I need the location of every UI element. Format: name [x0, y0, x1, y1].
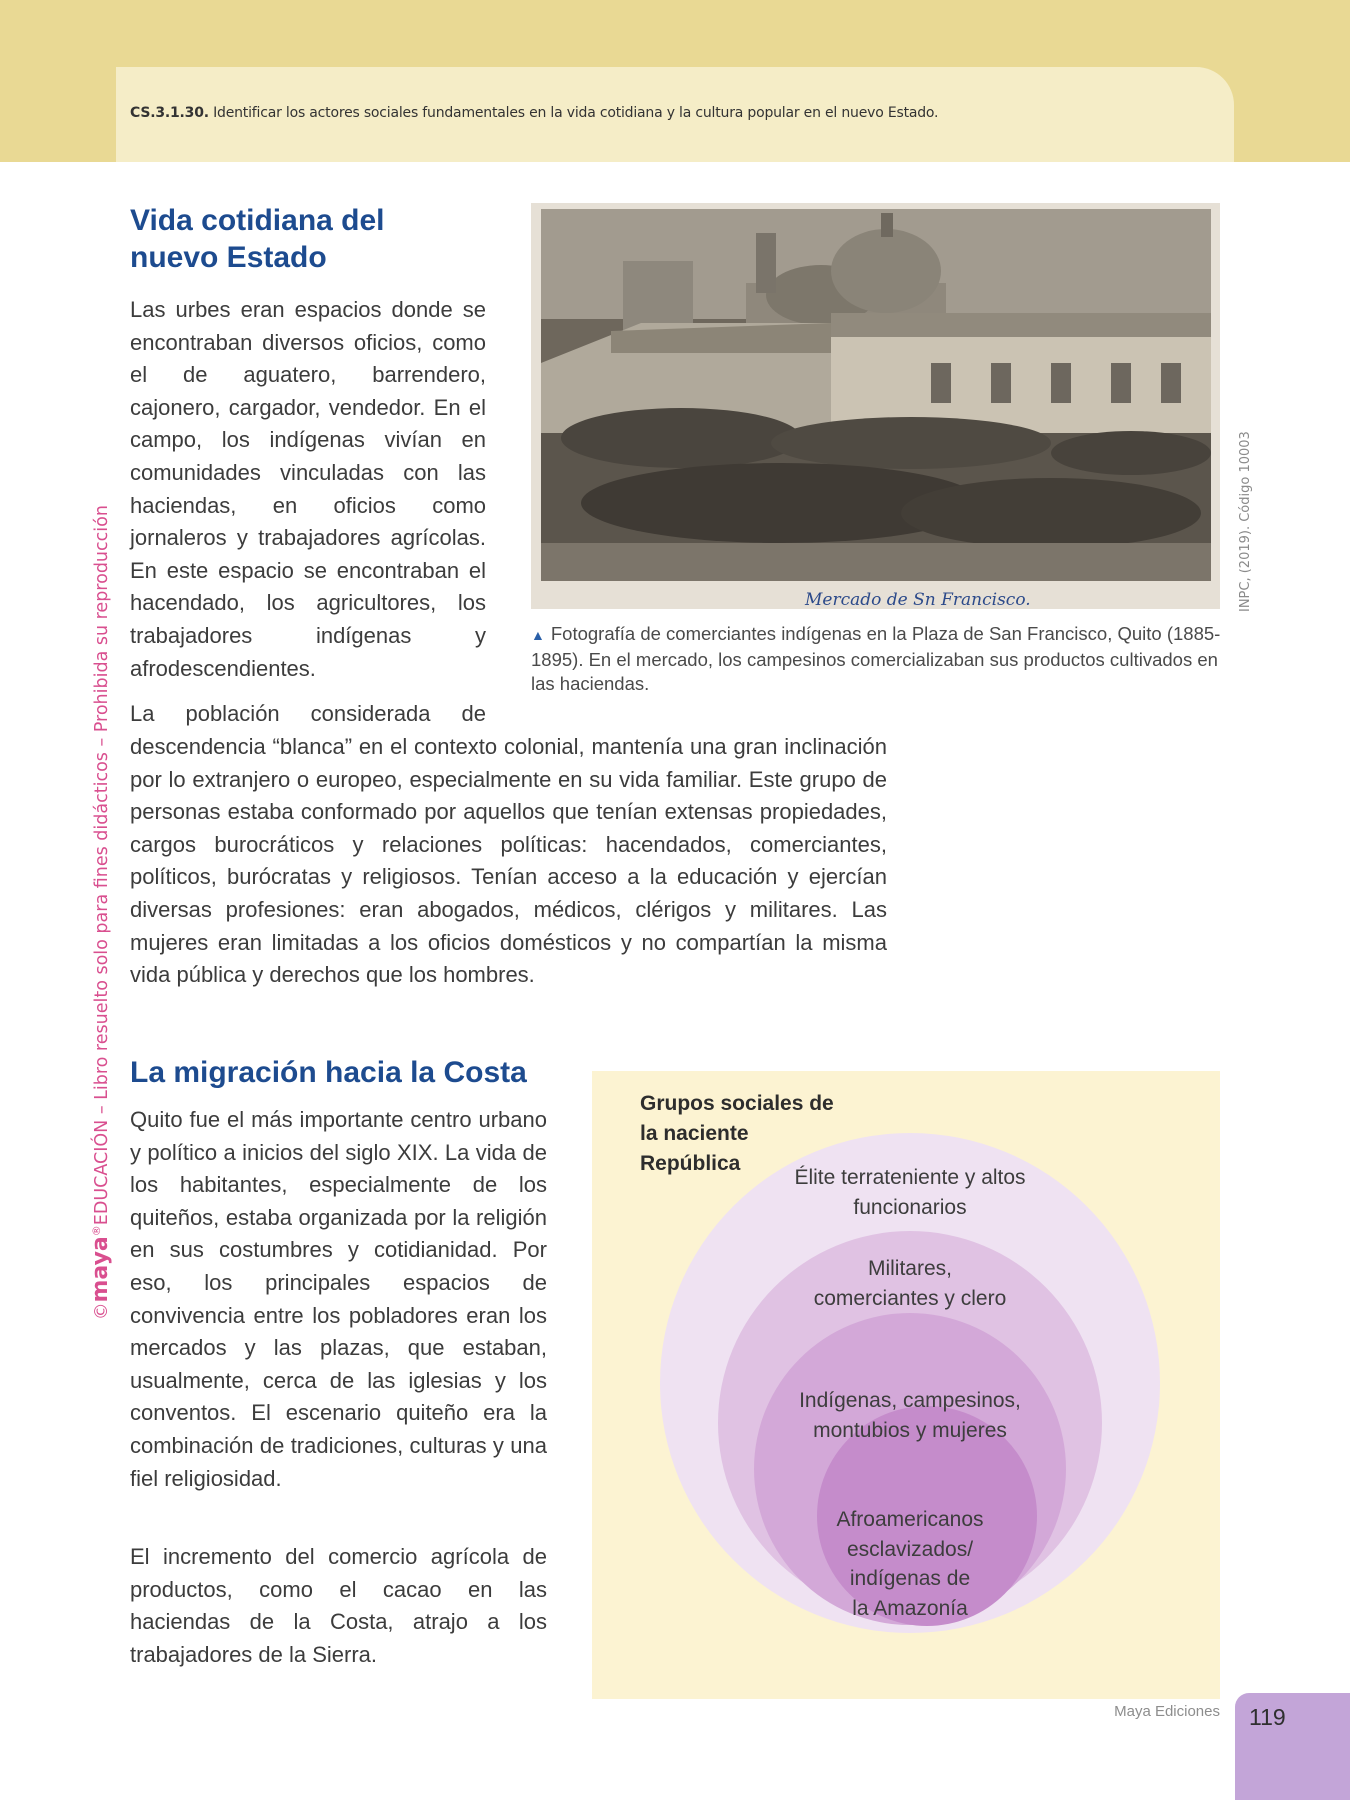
- paragraph-poblacion-start: La población considerada de: [130, 701, 486, 726]
- registered-mark: ®: [90, 1225, 104, 1237]
- publisher-name: Maya Ediciones: [1114, 1703, 1220, 1720]
- page-number: 119: [1249, 1704, 1286, 1730]
- diagram-title-line: Grupos sociales de: [640, 1092, 834, 1115]
- caption-text: Fotografía de comerciantes indígenas en la Plaza de San Francisco, Quito (1885-1895). En el mercado, los campesinos comercializaban sus productos cultivados en las haciendas.: [531, 623, 1221, 694]
- section-title-line: Vida cotidiana del: [130, 204, 385, 237]
- section-title-migracion: La migración hacia la Costa: [130, 1056, 527, 1089]
- ring-label-line: comerciantes y clero: [813, 1286, 1007, 1310]
- paragraph-urbes: Las urbes eran espacios donde se encontraban diversos oficios, como el de aguatero, barrendero, cajonero, cargador, vendedor. En el campo, los indígenas vivían en comunidades vinculadas con las haciendas, en oficios como jornaleros y trabajadores agrícolas. En este espacio se encontraban el hacendado, los agricultores, los trabajadores indígenas y afrodescendientes.: [130, 297, 486, 681]
- section-title-line: nuevo Estado: [130, 241, 327, 274]
- ring-militares-label: [760, 1254, 1060, 1313]
- photo-caption: [531, 622, 1221, 697]
- maya-logo: maya: [88, 1236, 113, 1303]
- page-number-tab: [1235, 1693, 1350, 1800]
- ring-label-line: esclavizados/: [846, 1537, 974, 1561]
- diagram-title-line: la naciente: [640, 1122, 749, 1145]
- social-groups-diagram: [592, 1071, 1220, 1699]
- ring-label-line: Élite terrateniente y altos: [794, 1166, 1026, 1189]
- market-photo-illustration: [531, 203, 1220, 609]
- photo-credit: INPC, (2019). Código 10003: [1238, 431, 1253, 612]
- ring-label-line: la Amazonía: [852, 1596, 968, 1620]
- side-copyright-credit: [88, 480, 113, 1320]
- ring-elite-label: [760, 1163, 1060, 1222]
- ring-label-line: montubios y mujeres: [813, 1418, 1007, 1442]
- ring-label-line: indígenas de: [849, 1567, 971, 1590]
- ring-label-line: Indígenas, campesinos,: [799, 1389, 1021, 1412]
- market-photo: [531, 203, 1220, 609]
- diagram-title-line: República: [640, 1152, 741, 1175]
- paragraph-incremento: El incremento del comercio agrícola de productos, como el cacao en las haciendas de la Costa, atrajo a los trabajadores de la Sierra.: [130, 1544, 547, 1667]
- section-title-vida-cotidiana: [130, 202, 520, 276]
- caption-triangle-icon: ▲: [531, 627, 545, 643]
- ring-label-line: funcionarios: [853, 1195, 967, 1219]
- paragraph-poblacion: descendencia “blanca” en el contexto colonial, mantenía una gran inclinación por lo extranjero o europeo, especialmente en su vida familiar. Este grupo de personas estaba conformado por aquellos que tenían extensas propiedades, cargos burocráticos y relaciones políticas: hacendados, comerciantes, políticos, burócratas y religiosos. Tenían acceso a la educación y ejercían diversas profesiones: eran abogados, médicos, clérigos y militares. Las mujeres eran limitadas a los oficios domésticos y no compartían la misma vida pública y derechos que los hombres.: [130, 734, 887, 988]
- side-credit-text: EDUCACIÓN – Libro resuelto solo para fines didácticos – Prohibida su reproducción: [92, 505, 112, 1226]
- ring-afroamericanos-label: [810, 1505, 1010, 1623]
- paragraph-quito: Quito fue el más importante centro urbano y político a inicios del siglo XIX. La vida de los habitantes, especialmente de los quiteños, estaba organizada por la religión en sus costumbres y cotidianidad. Por eso, los principales espacios de convivencia entre los pobladores eran los mercados y las plazas, que estaban, usualmente, cerca de las iglesias y los conventos. El escenario quiteño era la combinación de tradiciones, culturas y una fiel religiosidad.: [130, 1107, 547, 1491]
- copyright-symbol: ©: [92, 1302, 112, 1320]
- skill-criterion: [130, 105, 1210, 121]
- ring-indigenas-label: [760, 1386, 1060, 1445]
- skill-criterion-box: [116, 67, 1234, 162]
- photo-inscription: Mercado de Sn Francisco.: [805, 590, 1031, 609]
- ring-label-line: Afroamericanos: [836, 1508, 984, 1531]
- ring-label-line: Militares,: [867, 1257, 952, 1280]
- skill-description: Identificar los actores sociales fundamentales en la vida cotidiana y la cultura popular en el nuevo Estado.: [208, 105, 939, 121]
- skill-code: CS.3.1.30.: [130, 105, 209, 121]
